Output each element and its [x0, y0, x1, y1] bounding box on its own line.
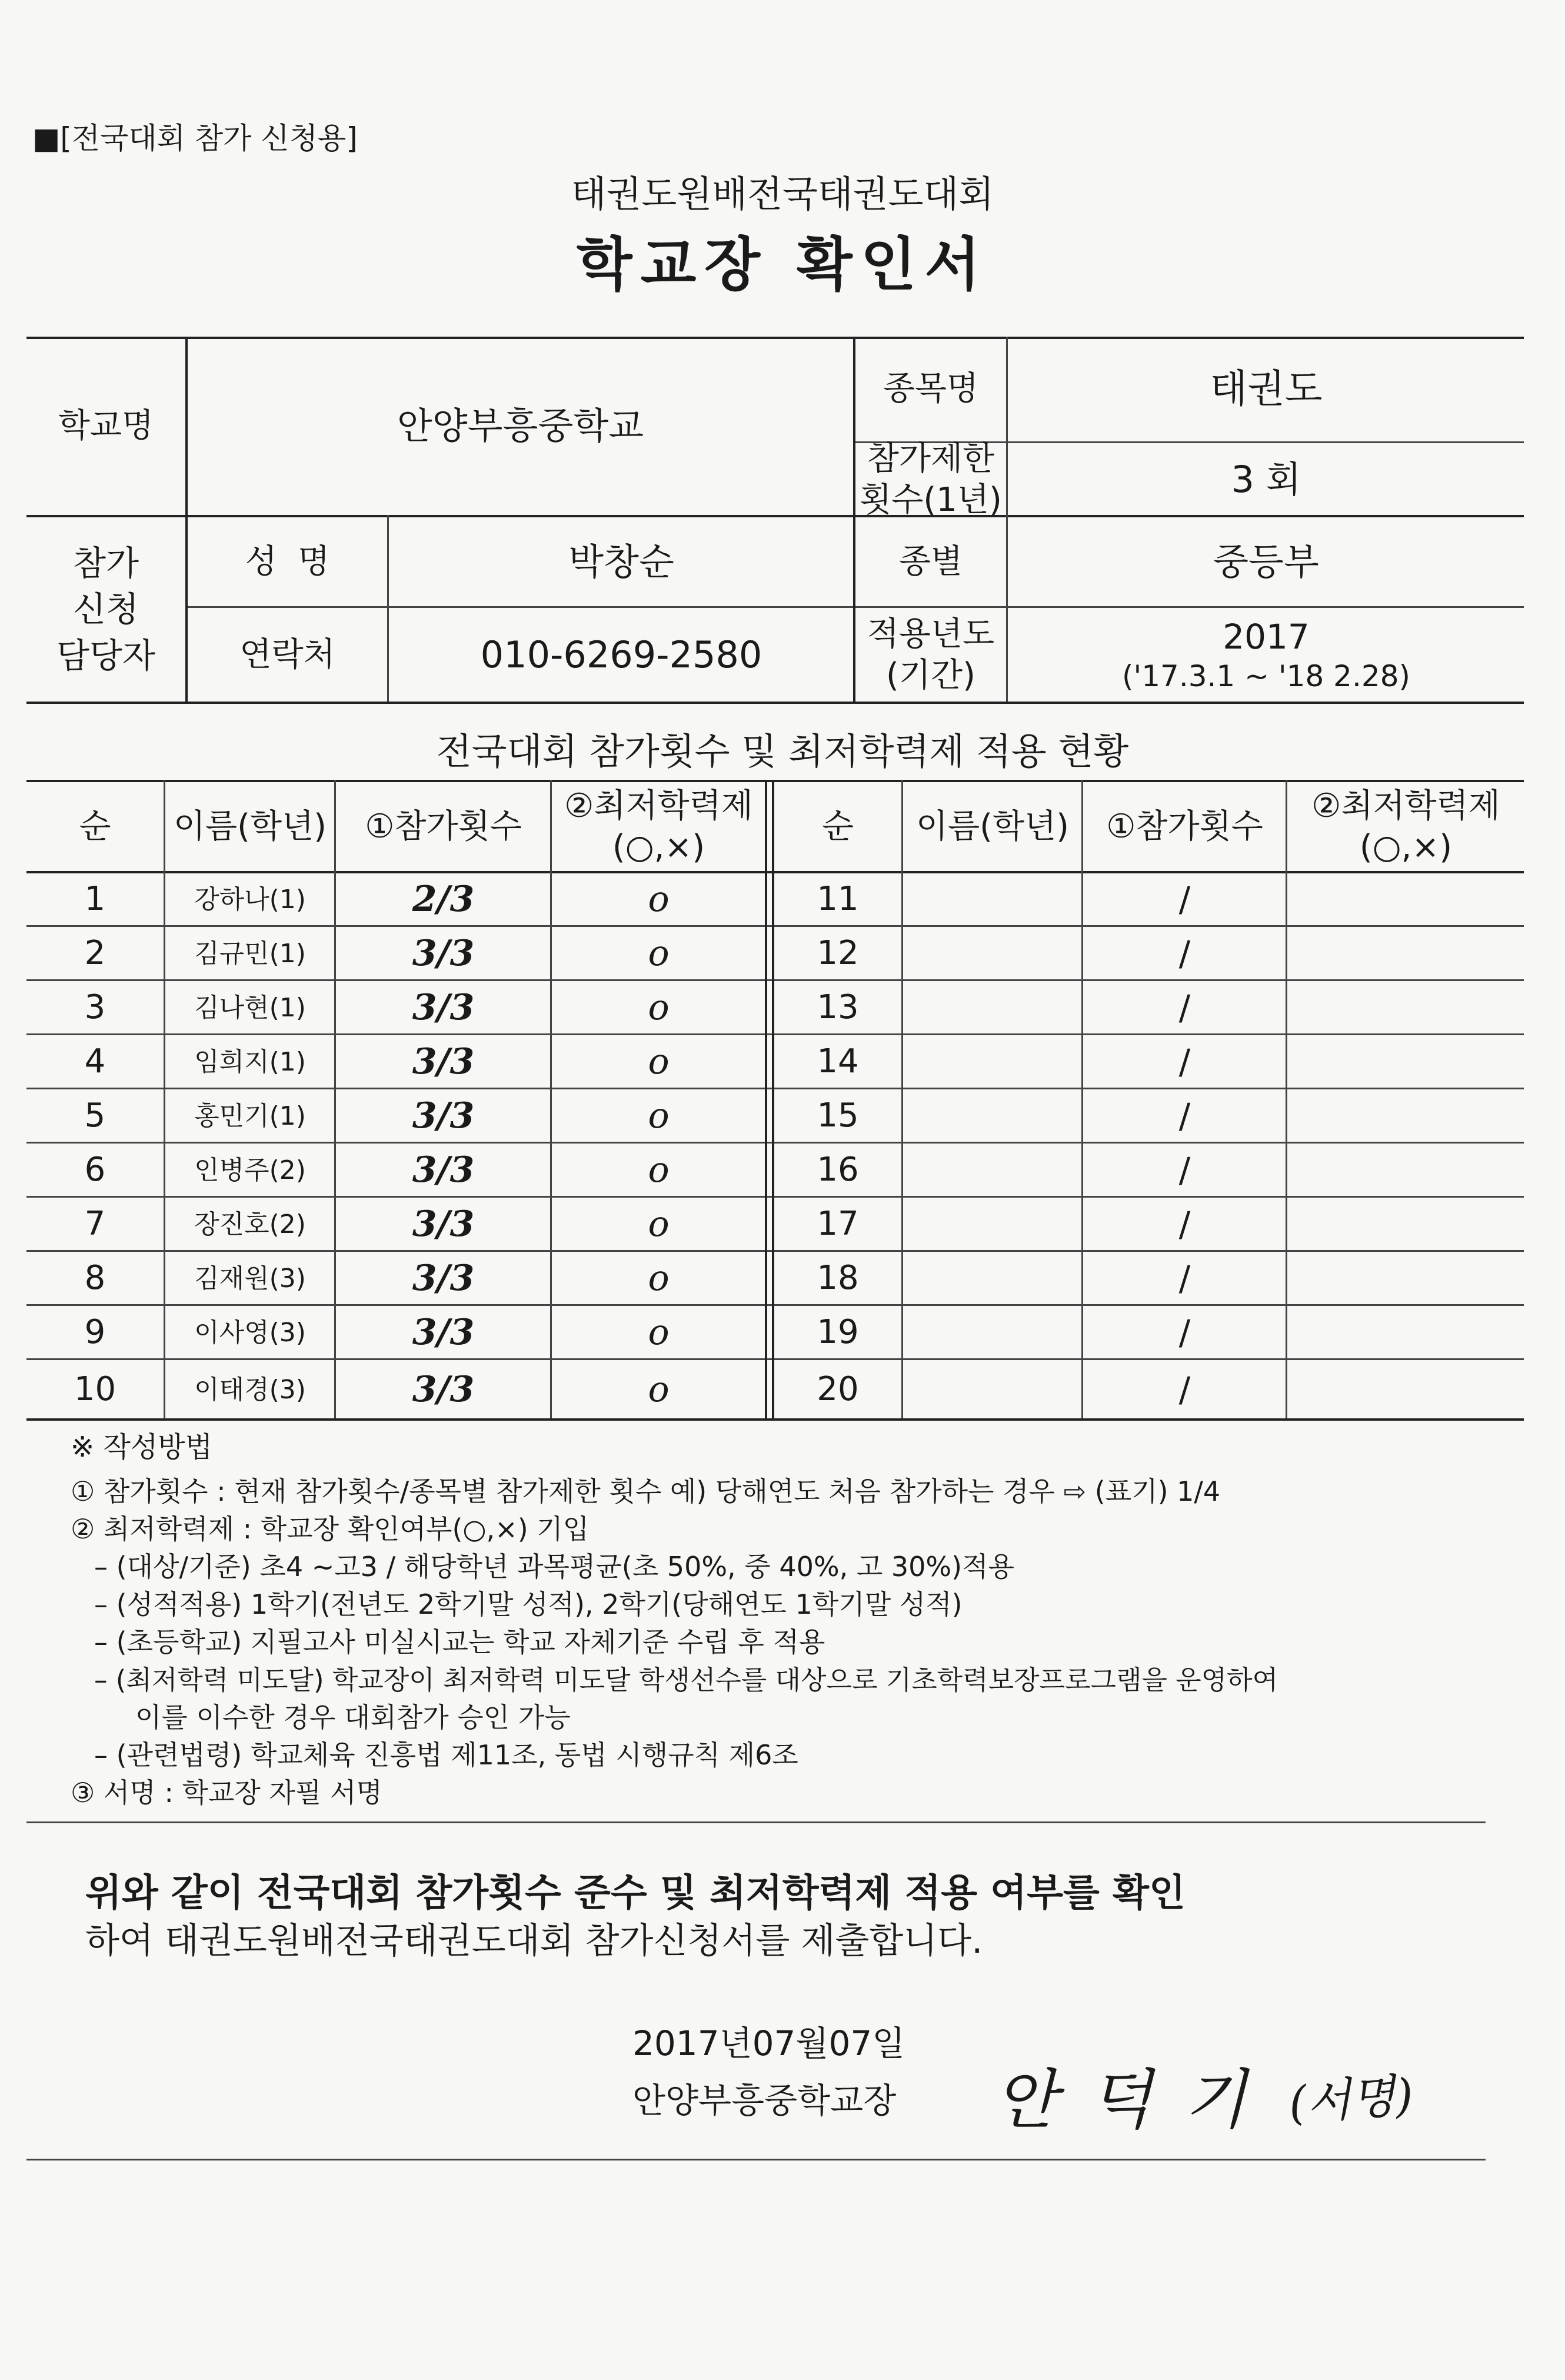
- divider: [334, 780, 336, 1418]
- divider: [26, 1358, 1524, 1360]
- year-label-line2: (기간): [886, 656, 975, 694]
- principal-signature: 안 덕 기: [994, 2062, 1253, 2138]
- row-count: 3/3: [412, 1257, 475, 1299]
- row-minimum: o: [648, 1149, 670, 1191]
- row-count: 3/3: [412, 1311, 475, 1353]
- applicant-label-line3: 담당자: [56, 635, 156, 676]
- divider: [26, 1821, 1486, 1823]
- row-minimum: o: [648, 932, 670, 974]
- col-header-minimum: [552, 782, 765, 871]
- contact-value: 010-6269-2580: [480, 633, 762, 677]
- row-count: /: [1178, 933, 1191, 973]
- divider: [1286, 780, 1287, 1418]
- row-name: [904, 1090, 1081, 1142]
- row-order: 16: [817, 1151, 859, 1189]
- col-header-minimum-line1: ②최저학력제: [1311, 786, 1500, 825]
- row-order: 1: [84, 880, 106, 918]
- row-order: 7: [84, 1205, 106, 1243]
- school-label: 학교명: [58, 406, 154, 445]
- row-order: 11: [817, 880, 859, 918]
- division-label: 종별: [898, 542, 963, 581]
- declaration-line1: 위와 같이 전국대회 참가횟수 준수 및 최저학력제 적용 여부를 확인: [85, 1872, 1186, 1915]
- row-count: /: [1178, 1369, 1191, 1410]
- contact-label: 연락처: [239, 636, 335, 674]
- row-count: 3/3: [412, 986, 475, 1028]
- year-value-cell: [1008, 609, 1524, 702]
- row-name: 이사영(3): [194, 1317, 306, 1348]
- row-minimum: o: [648, 1095, 670, 1136]
- row-order: 6: [84, 1151, 106, 1189]
- row-order: 19: [817, 1313, 859, 1351]
- row-count: 3/3: [412, 1149, 475, 1191]
- limit-label-line1: 참가제한: [867, 439, 995, 478]
- row-minimum: o: [648, 1311, 670, 1353]
- row-minimum: [1288, 1361, 1524, 1418]
- row-count: /: [1178, 987, 1191, 1028]
- seal-signature: (서명): [1287, 2069, 1415, 2131]
- row-name: [904, 873, 1081, 925]
- name-value: 박창순: [568, 540, 674, 583]
- col-header-minimum-line2: (○,×): [612, 827, 705, 866]
- row-order: 15: [817, 1096, 859, 1135]
- sign-date: 2017년07월07일: [632, 2023, 905, 2063]
- col-header-count: ①참가횟수: [365, 807, 522, 846]
- row-minimum: [1288, 1036, 1524, 1088]
- school-value: 안양부흥중학교: [397, 404, 644, 447]
- divider: [1006, 337, 1008, 702]
- year-label-line1: 적용년도: [867, 615, 995, 653]
- col-header-minimum-line1: ②최저학력제: [564, 786, 753, 825]
- row-name: 김규민(1): [194, 938, 306, 969]
- row-minimum: o: [648, 1257, 670, 1299]
- row-minimum: o: [648, 1041, 670, 1082]
- note-2a: – (대상/기준) 초4 ~고3 / 해당학년 과목평균(초 50%, 중 40%, 고 30%)적용: [94, 1551, 1014, 1583]
- note-2d: – (최저학력 미도달) 학교장이 최저학력 미도달 학생선수를 대상으로 기초학력보장프로그램을 운영하여: [94, 1664, 1278, 1696]
- row-order: 12: [817, 934, 859, 972]
- divider: [387, 515, 389, 702]
- limit-value: 3 회: [1231, 457, 1301, 501]
- row-count: /: [1178, 1204, 1191, 1244]
- row-count: 3/3: [412, 1095, 475, 1136]
- row-count: /: [1178, 1312, 1191, 1352]
- doc-title: 학교장 확인서: [576, 231, 989, 298]
- row-minimum: [1288, 928, 1524, 979]
- row-minimum: [1288, 1090, 1524, 1142]
- applicant-label: [26, 517, 185, 702]
- row-name: 이태경(3): [194, 1374, 306, 1405]
- divider: [26, 1142, 1524, 1144]
- declaration-line2: 하여 태권도원배전국태권도대회 참가신청서를 제출합니다.: [85, 1920, 983, 1962]
- row-name: 김나현(1): [194, 992, 306, 1023]
- row-minimum: [1288, 1144, 1524, 1196]
- year-period: ('17.3.1 ~ '18 2.28): [1121, 659, 1411, 693]
- row-count: /: [1178, 1258, 1191, 1298]
- divider: [26, 979, 1524, 981]
- row-name: [904, 1144, 1081, 1196]
- row-name: 인병주(2): [194, 1155, 306, 1185]
- row-name: [904, 1361, 1081, 1418]
- row-minimum: [1288, 1252, 1524, 1304]
- row-name: [904, 1198, 1081, 1250]
- divider: [26, 1033, 1524, 1035]
- divider: [26, 1418, 1524, 1421]
- row-count: /: [1178, 1041, 1191, 1082]
- row-minimum: o: [648, 986, 670, 1028]
- row-count: 3/3: [412, 1368, 475, 1410]
- col-header-minimum: [1288, 782, 1524, 871]
- note-3: ③ 서명 : 학교장 자필 서명: [71, 1777, 382, 1809]
- col-header-name: 이름(학년): [915, 807, 1070, 846]
- year-value: 2017: [1223, 616, 1310, 657]
- row-name: [904, 1307, 1081, 1358]
- row-count: 3/3: [412, 1203, 475, 1245]
- event-title: 태권도원배전국태권도대회: [571, 172, 994, 216]
- col-header-count: ①참가횟수: [1106, 807, 1263, 846]
- row-name: 김재원(3): [194, 1263, 306, 1294]
- notes-title: ※ 작성방법: [71, 1431, 212, 1464]
- row-name: 강하나(1): [194, 884, 306, 915]
- note-2c: – (초등학교) 지필고사 미실시교는 학교 자체기준 수립 후 적용: [94, 1626, 825, 1658]
- row-minimum: o: [648, 878, 670, 920]
- divider: [26, 2159, 1486, 2160]
- row-order: 2: [84, 934, 106, 972]
- divider: [26, 1088, 1524, 1089]
- divider: [1081, 780, 1083, 1418]
- row-order: 9: [84, 1313, 106, 1351]
- row-name: [904, 928, 1081, 979]
- event-label: 종목명: [883, 370, 979, 408]
- divider: [765, 780, 767, 1418]
- row-minimum: [1288, 873, 1524, 925]
- row-minimum: [1288, 1198, 1524, 1250]
- division-value: 중등부: [1213, 540, 1319, 583]
- row-minimum: o: [648, 1203, 670, 1245]
- row-minimum: [1288, 1307, 1524, 1358]
- limit-label-line2: 횟수(1년): [860, 480, 1002, 519]
- applicant-label-line2: 신청: [72, 589, 139, 630]
- event-value: 태권도: [1210, 365, 1323, 411]
- applicant-label-line1: 참가: [72, 543, 139, 584]
- note-2: ② 최저학력제 : 학교장 확인여부(○,×) 기입: [71, 1513, 590, 1545]
- note-1: ① 참가횟수 : 현재 참가횟수/종목별 참가제한 횟수 예) 당해연도 처음 참가하는 경우 ⇨ (표기) 1/4: [71, 1475, 1221, 1507]
- row-minimum: o: [648, 1368, 670, 1410]
- row-count: /: [1178, 1149, 1191, 1190]
- col-header-order: 순: [79, 807, 111, 846]
- divider: [550, 780, 552, 1418]
- row-name: [904, 982, 1081, 1033]
- divider: [26, 702, 1524, 704]
- col-header-order: 순: [821, 807, 854, 846]
- divider: [26, 1250, 1524, 1252]
- row-count: /: [1178, 1095, 1191, 1136]
- row-name: [904, 1252, 1081, 1304]
- divider: [26, 1304, 1524, 1306]
- row-order: 13: [817, 988, 859, 1026]
- divider: [901, 780, 903, 1418]
- row-order: 20: [817, 1370, 859, 1408]
- col-header-minimum-line2: (○,×): [1359, 827, 1453, 866]
- row-count: 3/3: [412, 932, 475, 974]
- row-minimum: [1288, 982, 1524, 1033]
- col-header-name: 이름(학년): [173, 807, 327, 846]
- row-order: 10: [74, 1370, 116, 1408]
- row-order: 5: [84, 1096, 106, 1135]
- row-order: 4: [84, 1042, 106, 1081]
- divider: [26, 925, 1524, 927]
- note-2e: – (관련법령) 학교체육 진흥법 제11조, 동법 시행규칙 제6조: [94, 1739, 798, 1771]
- row-order: 17: [817, 1205, 859, 1243]
- note-2b: – (성적적용) 1학기(전년도 2학기말 성적), 2학기(당해연도 1학기말 성적): [94, 1588, 963, 1620]
- row-name: [904, 1036, 1081, 1088]
- row-count: 3/3: [412, 1041, 475, 1082]
- row-order: 3: [84, 988, 106, 1026]
- row-name: 임희지(1): [194, 1046, 306, 1077]
- row-name: 장진호(2): [194, 1209, 306, 1239]
- status-title: 전국대회 참가횟수 및 최저학력제 적용 현황: [436, 730, 1129, 773]
- divider: [164, 780, 165, 1418]
- row-order: 8: [84, 1259, 106, 1297]
- principal-name: 안양부흥중학교장: [632, 2080, 897, 2120]
- form-tag: ■[전국대회 참가 신청용]: [32, 121, 358, 155]
- row-count: 2/3: [412, 878, 475, 920]
- limit-label: [855, 439, 1006, 519]
- divider: [26, 1196, 1524, 1198]
- year-label: [855, 609, 1006, 702]
- note-2d-cont: 이를 이수한 경우 대회참가 승인 가능: [135, 1701, 571, 1733]
- row-order: 18: [817, 1259, 859, 1297]
- row-name: 홍민기(1): [194, 1101, 306, 1131]
- row-order: 14: [817, 1042, 859, 1081]
- row-count: /: [1178, 879, 1191, 919]
- name-label: 성 명: [245, 542, 330, 581]
